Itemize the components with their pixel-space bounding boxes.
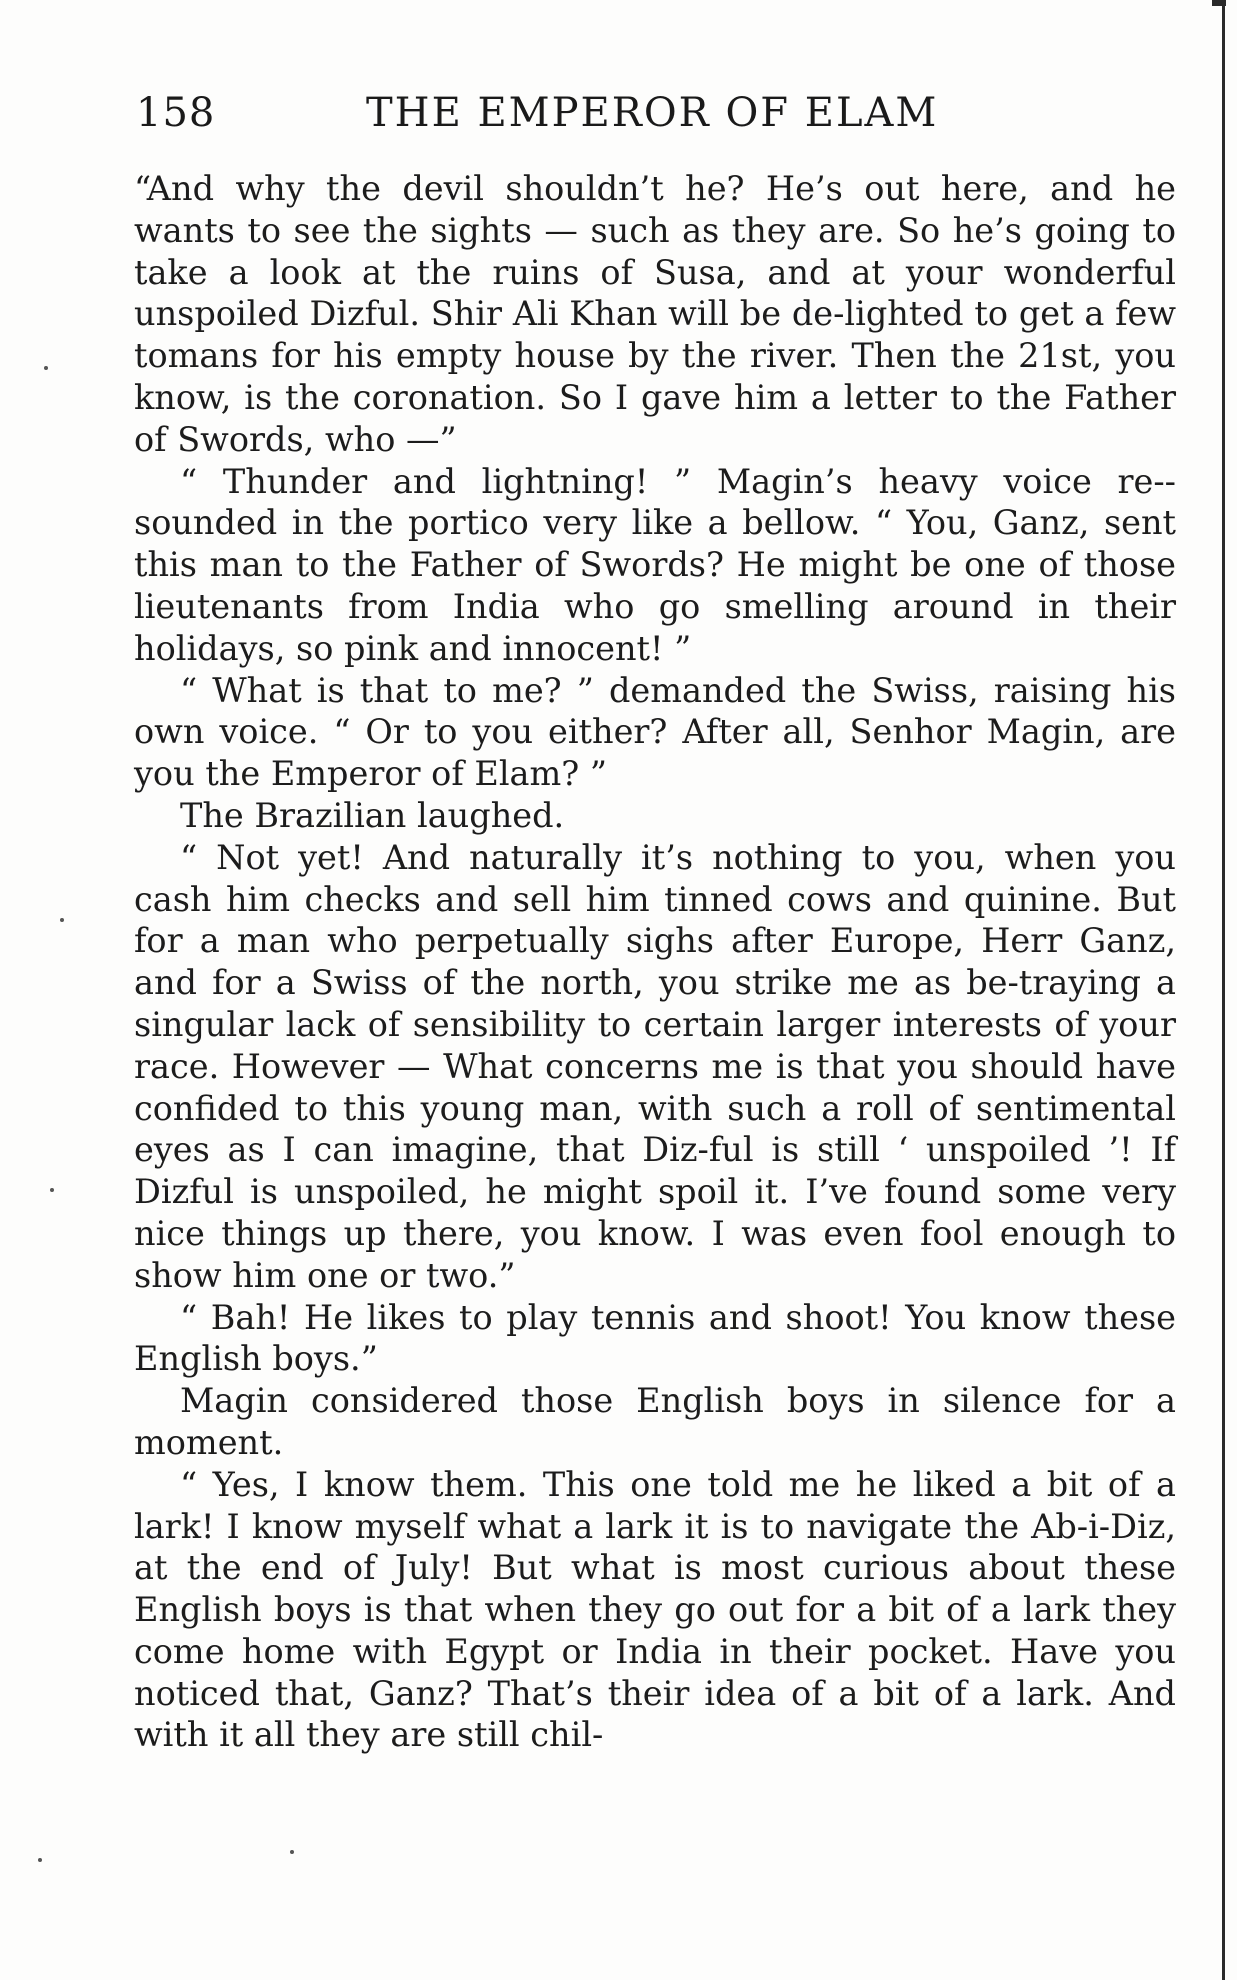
page-header	[136, 90, 1176, 150]
paragraph: Magin considered those English boys in silence for a moment.	[134, 1381, 1176, 1462]
paragraph: “ What is that to me? ” demanded the Swiss, raising his own voice. “ Or to you either? After all, Senhor Magin, are you the Emperor of Elam? ”	[134, 670, 1176, 794]
scan-speck	[60, 918, 64, 922]
page-edge-line	[1222, 0, 1225, 1980]
scan-speck	[38, 1858, 42, 1862]
paragraph: “ Yes, I know them. This one told me he liked a bit of a lark! I know myself what a lark it is to navigate the Ab-i-Diz, at the end of July! But what is most curious about these English boys is that when they go out for a bit of a lark they come home with Egypt or India in their pocket. Have you noticed that, Ganz? That’s their idea of a bit of a lark. And with it all they are still chil-	[134, 1464, 1176, 1755]
paragraph: “ Bah! He likes to play tennis and shoot! You know these English boys.”	[134, 1297, 1176, 1379]
paragraph: “ Not yet! And naturally it’s nothing to you, when you cash him checks and sell him tinned cows and quinine. But for a man who perpetually sighs after Europe, Herr Ganz, and for a Swiss of the north, you strike me as be-traying a singular lack of sensibility to certain larger interests of your race. However — What concerns me is that you should have confided to this young man, with such a roll of sentimental eyes as I can imagine, that Diz-ful is still ‘ unspoiled ’! If Dizful is unspoiled, he might spoil it. I’ve found some very nice things up there, you know. I was even fool enough to show him one or two.”	[134, 837, 1176, 1295]
page-edge-tick	[1212, 0, 1226, 6]
paragraph: “ Thunder and lightning! ” Magin’s heavy voice re-sounded in the portico very like a bellow. “ You, Ganz, sent this man to the Father of Swords? He might be one of those lieutenants from India who go smelling around in their holidays, so pink and innocent! ”	[134, 461, 1176, 668]
paragraph: The Brazilian laughed.	[180, 795, 565, 835]
scan-speck	[290, 1850, 294, 1854]
paragraph: “And why the devil shouldn’t he? He’s out here, and he wants to see the sights — such as they are. So he’s going to take a look at the ruins of Susa, and at your wonderful unspoiled Dizful. Shir Ali Khan will be de-lighted to get a few tomans for his empty house by the river. Then the 21st, you know, is the coronation. So I gave him a letter to the Father of Swords, who —”	[134, 169, 1176, 459]
page-number: 158	[136, 90, 216, 136]
body-text	[134, 168, 1176, 1756]
scan-speck	[50, 1188, 54, 1192]
scan-speck	[44, 366, 48, 370]
running-title: THE EMPEROR OF ELAM	[366, 90, 939, 136]
